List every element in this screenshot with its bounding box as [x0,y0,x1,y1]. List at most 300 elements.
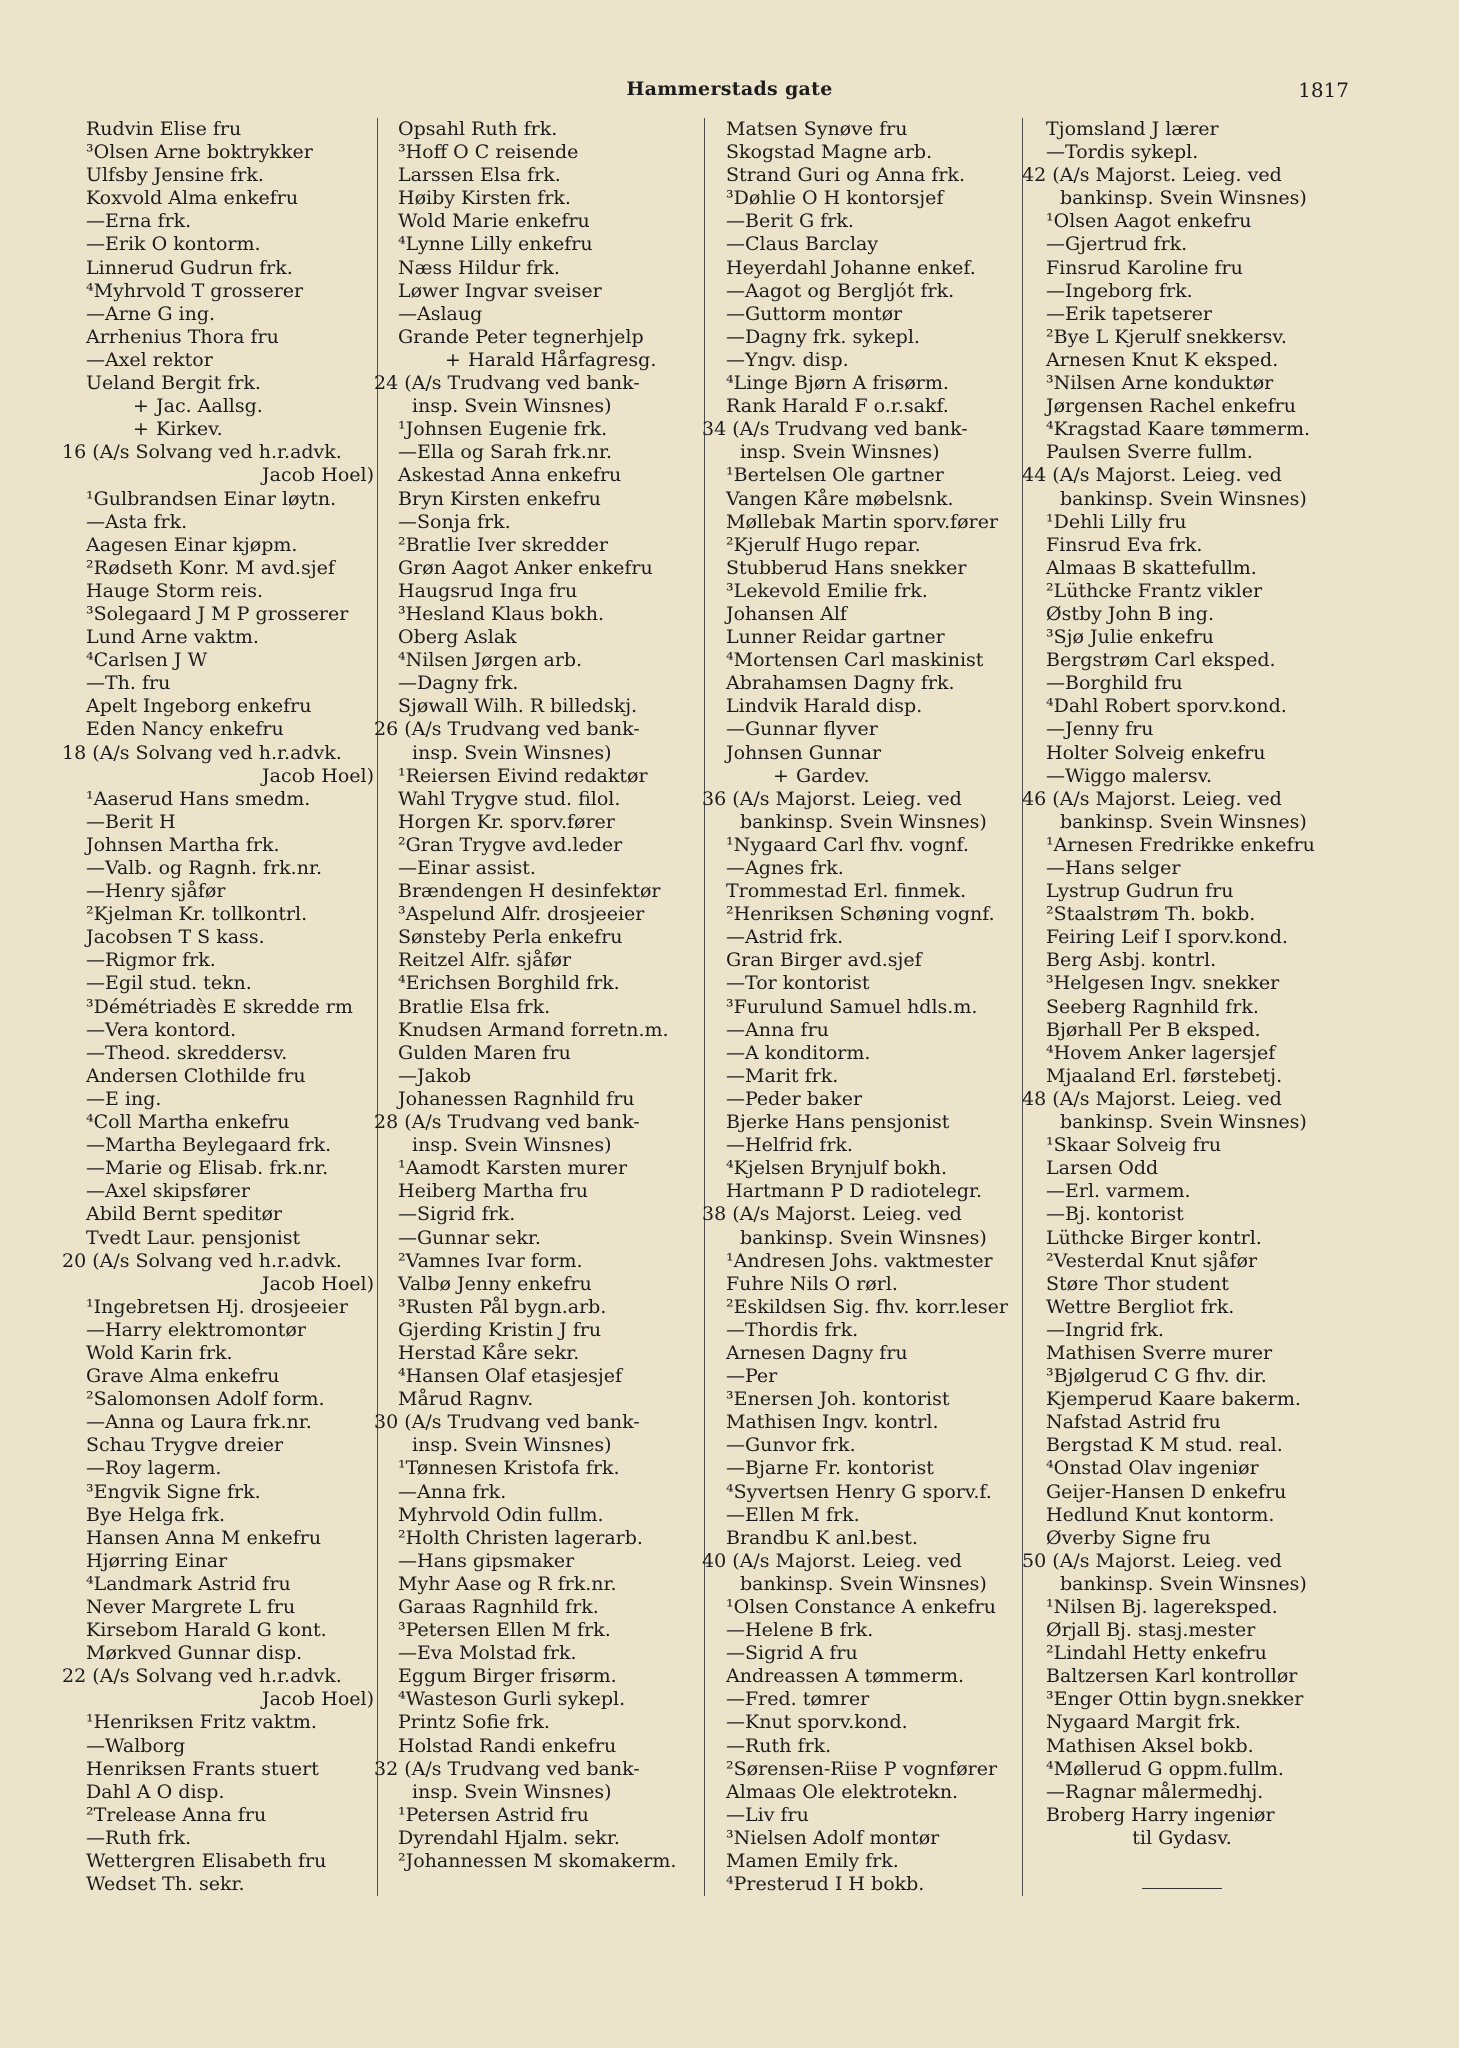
entry-text: —Hans gipsmaker [398,1549,575,1572]
house-number-entry [62,1665,380,1688]
entry-text: ²Eskildsen Sig. fhv. korr.leser [726,1295,1008,1318]
resident-entry [702,187,1022,210]
entry-text: —Gjertrud frk. [1046,233,1188,256]
entry-text: Haugsrud Inga fru [398,579,578,602]
entry-text: bankinsp. Svein Winsnes) [740,810,987,833]
resident-entry [374,1065,704,1088]
entry-text: Brændengen H desinfektør [398,880,661,903]
entry-text: ³Bjølgerud C G fhv. dir. [1046,1365,1267,1388]
entry-text: Fuhre Nils O rørl. [726,1272,898,1295]
resident-entry [1022,1642,1342,1665]
resident-entry [62,534,380,557]
resident-entry [1022,672,1342,695]
entry-text: Johnsen Martha frk. [86,833,280,856]
entry-text: Hansen Anna M enkefru [86,1526,322,1549]
entry-text: Bjørhall Per B eksped. [1046,1018,1261,1041]
entry-text: Arnesen Knut K eksped. [1046,348,1279,371]
entry-text: —Erl. varmem. [1046,1180,1191,1203]
entry-text: Bye Helga frk. [86,1503,226,1526]
entry-text: bankinsp. Svein Winsnes) [1060,487,1307,510]
entry-text: ³Aspelund Alfr. drosjeeier [398,903,645,926]
resident-entry [374,1527,704,1550]
entry-text: Eggum Birger frisørm. [398,1665,617,1688]
resident-entry [1022,857,1342,880]
end-of-street-rule [1142,1888,1222,1889]
resident-entry [1022,1296,1342,1319]
resident-entry [62,1434,380,1457]
resident-entry [62,164,380,187]
entry-text: Lüthcke Birger kontrl. [1046,1226,1262,1249]
entry-text: —Ingrid frk. [1046,1318,1164,1341]
entry-text: Hauge Storm reis. [86,579,264,602]
entry-text: 46 (A/s Majorst. Leieg. ved [1022,787,1282,810]
entry-text: —Jenny fru [1046,718,1154,741]
entry-text: Grave Alma enkefru [86,1365,280,1388]
directory-column-3 [702,118,1022,1896]
entry-text: Bryn Kirsten enkefru [398,487,601,510]
entry-text: ²Rødseth Konr. M avd.sjef [86,556,335,579]
entry-text: —Vera kontord. [86,1018,237,1041]
resident-entry [1022,372,1342,395]
resident-entry [1022,649,1342,672]
entry-text: —Rigmor frk. [86,949,216,972]
entry-text: —Yngv. disp. [726,348,849,371]
resident-entry [1022,1342,1342,1365]
resident-entry [62,1227,380,1250]
resident-entry [62,1411,380,1434]
entry-text: —Ragnar målermedhj. [1046,1780,1264,1803]
resident-entry [702,972,1022,995]
entry-text: Grande Peter tegnerhjelp [398,325,644,348]
resident-entry [374,141,704,164]
entry-text: bankinsp. Svein Winsnes) [740,1572,987,1595]
resident-entry [702,395,1022,418]
entry-text: ³Enger Ottin bygn.snekker [1046,1688,1304,1711]
resident-entry [62,1296,380,1319]
entry-text: —Anna frk. [398,1480,507,1503]
entry-text: ¹Dehli Lilly fru [1046,510,1187,533]
resident-entry [374,811,704,834]
resident-entry [702,1411,1022,1434]
resident-entry [374,580,704,603]
resident-entry [374,210,704,233]
resident-entry [374,926,704,949]
entry-text: Gulden Maren fru [398,1041,571,1064]
house-number-entry [374,372,704,395]
entry-text: —Einar assist. [398,857,536,879]
resident-entry [374,996,704,1019]
entry-text: 36 (A/s Majorst. Leieg. ved [702,787,962,810]
entry-text: Larsen Odd [1046,1157,1159,1180]
resident-entry [702,1388,1022,1411]
resident-entry [374,557,704,580]
resident-entry [374,1804,704,1827]
page-number: 1817 [1298,78,1349,102]
entry-text: —Wiggo malersv. [1046,764,1213,787]
resident-entry [702,718,1022,741]
resident-entry [374,1250,704,1273]
entry-text: Strand Guri og Anna frk. [726,164,965,187]
entry-text: Skogstad Magne arb. [726,141,933,164]
resident-entry [374,534,704,557]
resident-entry [374,303,704,326]
entry-text: Kjemperud Kaare bakerm. [1046,1388,1301,1411]
entry-text: ⁴Hovem Anker lagersjef [1046,1041,1276,1064]
entry-text: Mjaaland Erl. førstebetj. [1046,1064,1283,1087]
entry-text: Mårud Ragnv. [398,1388,534,1411]
entry-text: 38 (A/s Majorst. Leieg. ved [702,1203,962,1226]
entry-text: ²Kjelman Kr. tollkontrl. [86,903,308,926]
street-continuation-note [1022,1827,1342,1850]
house-number-entry [62,1250,380,1273]
house-owner-continuation [702,811,1022,834]
directory-column-4 [1022,118,1342,1850]
entry-text: —Martha Beylegaard frk. [86,1134,332,1157]
entry-text: —Walborg [86,1734,186,1757]
entry-text: Nygaard Margit frk. [1046,1711,1241,1734]
entry-text: —Valb. og Ragnh. frk.nr. [86,857,322,879]
resident-entry [374,1596,704,1619]
resident-entry [62,1342,380,1365]
resident-entry [702,1758,1022,1781]
resident-entry [702,210,1022,233]
house-number-entry [62,441,380,464]
entry-text: Lystrup Gudrun fru [1046,880,1234,903]
entry-text: insp. Svein Winsnes) [412,1134,612,1157]
cross-street-reference [62,395,380,418]
entry-text: Myhrvold Odin fullm. [398,1503,604,1526]
house-owner-continuation [374,1434,704,1457]
entry-text: ¹Aaserud Hans smedm. [86,787,311,810]
entry-text: —Asta frk. [86,510,188,533]
entry-text: —Ruth frk. [726,1734,832,1757]
resident-entry [702,233,1022,256]
resident-entry [702,1711,1022,1734]
house-owner-continuation [374,1781,704,1804]
cross-street-icon: + [133,418,149,441]
entry-text: Andersen Clothilde fru [86,1064,306,1087]
entry-text: Gardev. [796,764,870,787]
resident-entry [374,1365,704,1388]
house-owner-continuation [1022,811,1342,834]
entry-text: Garaas Ragnhild frk. [398,1596,599,1618]
resident-entry [1022,1758,1342,1781]
resident-entry [1022,996,1342,1019]
resident-entry [374,488,704,511]
resident-entry [1022,418,1342,441]
resident-entry [1022,1411,1342,1434]
entry-text: Lunner Reidar gartner [726,626,945,649]
house-owner-continuation [1022,1111,1342,1134]
entry-text: ¹Nilsen Bj. lagereksped. [1046,1596,1278,1618]
entry-text: ³Enersen Joh. kontorist [726,1388,950,1411]
entry-text: ¹Arnesen Fredrikke enkefru [1046,833,1315,856]
house-number-entry [1022,788,1342,811]
entry-text: Eden Nancy enkefru [86,718,284,741]
entry-text: ³Solegaard J M P grosserer [86,602,349,625]
resident-entry [702,464,1022,487]
entry-text: —Agnes frk. [726,857,844,879]
resident-entry [1022,718,1342,741]
resident-entry [1022,1203,1342,1226]
entry-text: ⁴Onstad Olav ingeniør [1046,1457,1259,1480]
entry-text: Jac. Aallsg. [156,395,263,418]
entry-text: Ørjall Bj. stasj.mester [1046,1619,1256,1642]
entry-text: ⁴Coll Martha enkefru [86,1111,290,1134]
resident-entry [374,1319,704,1342]
entry-text: Valbø Jenny enkefru [398,1272,592,1295]
entry-text: Sønsteby Perla enkefru [398,926,623,949]
entry-text: —Roy lagerm. [86,1457,222,1480]
resident-entry [702,141,1022,164]
resident-entry [62,1203,380,1226]
resident-entry [62,880,380,903]
entry-text: Østby John B ing. [1046,602,1214,625]
resident-entry [702,996,1022,1019]
resident-entry [1022,233,1342,256]
resident-entry [374,1273,704,1296]
entry-text: ¹Petersen Astrid fru [398,1803,589,1826]
entry-text: Johansen Alf [726,602,847,625]
resident-entry [62,1573,380,1596]
entry-text: ²Bratlie Iver skredder [398,533,608,556]
entry-text: 18 (A/s Solvang ved h.r.advk. [62,741,342,764]
resident-entry [702,1873,1022,1896]
resident-entry [1022,972,1342,995]
entry-text: Almaas Ole elektrotekn. [726,1780,959,1803]
entry-text: ¹Tønnesen Kristofa frk. [398,1457,620,1480]
entry-text: Dyrendahl Hjalm. sekr. [398,1826,620,1849]
resident-entry [374,1203,704,1226]
entry-text: ⁴Myhrvold T grosserer [86,279,304,302]
entry-text: —Jakob [398,1064,472,1087]
entry-text: Broberg Harry ingeniør [1046,1803,1275,1826]
entry-text: —Thordis frk. [726,1318,859,1341]
resident-entry [702,1504,1022,1527]
entry-text: bankinsp. Svein Winsnes) [1060,187,1307,210]
resident-entry [702,1827,1022,1850]
cross-street-reference [374,349,704,372]
entry-text: Tjomsland J lærer [1046,118,1219,140]
resident-entry [374,903,704,926]
entry-text: til Gydasv. [1132,1826,1232,1849]
resident-entry [1022,1619,1342,1642]
resident-entry [1022,1434,1342,1457]
entry-text: ¹Aamodt Karsten murer [398,1157,628,1180]
entry-text: —Sigrid frk. [398,1203,516,1226]
resident-entry [1022,880,1342,903]
resident-entry [1022,141,1342,164]
entry-text: ⁴Nilsen Jørgen arb. [398,649,583,672]
resident-entry [62,996,380,1019]
entry-text: insp. Svein Winsnes) [740,441,940,464]
entry-text: —Henry sjåfør [86,880,226,903]
house-number-entry [1022,1088,1342,1111]
resident-entry [702,1850,1022,1873]
entry-text: —Erik tapetserer [1046,302,1212,325]
resident-entry [702,1619,1022,1642]
resident-entry [374,1688,704,1711]
resident-entry [1022,626,1342,649]
resident-entry [702,118,1022,141]
entry-text: Printz Sofie frk. [398,1711,550,1734]
resident-entry [62,1781,380,1804]
entry-text: Hjørring Einar [86,1549,228,1572]
entry-text: Wedset Th. sekr. [86,1873,245,1896]
entry-text: bankinsp. Svein Winsnes) [1060,1111,1307,1134]
resident-entry [374,1665,704,1688]
entry-text: —Peder baker [726,1087,863,1110]
entry-text: ²Staalstrøm Th. bokb. [1046,903,1256,926]
entry-text: Bergstrøm Carl eksped. [1046,649,1276,672]
entry-text: Hartmann P D radiotelegr. [726,1180,983,1203]
entry-text: Gran Birger avd.sjef [726,949,922,972]
resident-entry [702,1527,1022,1550]
entry-text: Andreassen A tømmerm. [726,1665,965,1688]
entry-text: Seeberg Ragnhild frk. [1046,995,1259,1018]
entry-text: bankinsp. Svein Winsnes) [1060,1572,1307,1595]
resident-entry [702,1665,1022,1688]
entry-text: Wettergren Elisabeth fru [86,1850,327,1873]
entry-text: ³Helgesen Ingv. snekker [1046,972,1280,995]
resident-entry [62,603,380,626]
resident-entry [702,672,1022,695]
resident-entry [702,511,1022,534]
resident-entry [62,718,380,741]
entry-text: Jacob Hoel) [262,1688,374,1711]
resident-entry [62,1019,380,1042]
resident-entry [62,326,380,349]
resident-entry [702,1042,1022,1065]
entry-text: Apelt Ingeborg enkefru [86,695,312,718]
resident-entry [62,626,380,649]
entry-text: Jacobsen T S kass. [86,926,265,949]
entry-text: Arnesen Dagny fru [726,1341,908,1364]
entry-text: —Axel skipsfører [86,1180,250,1203]
house-number-entry [1022,164,1342,187]
entry-text: —Sonja frk. [398,510,511,533]
entry-text: ⁴Mortensen Carl maskinist [726,649,984,672]
entry-text: ¹Olsen Aagot enkefru [1046,210,1252,233]
resident-entry [702,1111,1022,1134]
entry-text: ³Démétriadès E skredde rm [86,995,353,1018]
entry-text: Finsrud Eva frk. [1046,533,1203,556]
house-owner-continuation [1022,1573,1342,1596]
house-number-entry [62,742,380,765]
resident-entry [702,1434,1022,1457]
entry-text: —Knut sporv.kond. [726,1711,908,1734]
house-owner-continuation [702,441,1022,464]
resident-entry [1022,1527,1342,1550]
entry-text: —Anna og Laura frk.nr. [86,1411,312,1434]
resident-entry [702,1481,1022,1504]
entry-text: —Helene B frk. [726,1619,874,1642]
resident-entry [62,303,380,326]
entry-text: ²Johannessen M skomakerm. [398,1850,677,1873]
entry-text: Stubberud Hans snekker [726,556,967,579]
entry-text: Linnerud Gudrun frk. [86,256,293,279]
entry-text: 16 (A/s Solvang ved h.r.advk. [62,441,342,464]
entry-text: ³Nielsen Adolf montør [726,1826,940,1849]
resident-entry [1022,1804,1342,1827]
entry-text: Askestad Anna enkefru [398,464,622,487]
entry-text: Mørkved Gunnar disp. [86,1642,303,1665]
resident-entry [62,857,380,880]
resident-entry [374,695,704,718]
resident-entry [62,1065,380,1088]
resident-entry [62,695,380,718]
resident-entry [62,1157,380,1180]
entry-text: —Tordis sykepl. [1046,141,1199,164]
entry-text: Brandbu K anl.best. [726,1526,918,1549]
resident-entry [1022,210,1342,233]
entry-text: ³Rusten Pål bygn.arb. [398,1295,607,1318]
resident-entry [62,1457,380,1480]
resident-entry [62,1758,380,1781]
house-owner-continuation [62,464,380,487]
resident-entry [62,1596,380,1619]
resident-entry [1022,1042,1342,1065]
resident-entry [702,1088,1022,1111]
resident-entry [374,857,704,880]
entry-text: Jacob Hoel) [262,464,374,487]
resident-entry [62,1804,380,1827]
resident-entry [62,672,380,695]
entry-text: ⁴Linge Bjørn A frisørm. [726,372,949,395]
resident-entry [62,511,380,534]
resident-entry [702,1250,1022,1273]
entry-text: —Ella og Sarah frk.nr. [398,441,613,464]
entry-text: ¹Andresen Johs. vaktmester [726,1249,993,1272]
resident-entry [702,857,1022,880]
resident-entry [1022,926,1342,949]
resident-entry [374,626,704,649]
entry-text: Reitzel Alfr. sjåfør [398,949,572,972]
house-number-entry [374,718,704,741]
resident-entry [702,1319,1022,1342]
resident-entry [62,1711,380,1734]
resident-entry [62,372,380,395]
resident-entry [374,649,704,672]
resident-entry [1022,1735,1342,1758]
resident-entry [702,1735,1022,1758]
resident-entry [62,580,380,603]
entry-text: —Tor kontorist [726,972,870,995]
entry-text: —Arne G ing. [86,302,216,325]
entry-text: Jacob Hoel) [262,1272,374,1295]
resident-entry [374,603,704,626]
entry-text: Mamen Emily frk. [726,1850,899,1873]
house-number-entry [702,788,1022,811]
resident-entry [1022,1457,1342,1480]
resident-entry [1022,1180,1342,1203]
house-owner-continuation [1022,187,1342,210]
resident-entry [702,534,1022,557]
entry-text: —Bjarne Fr. kontorist [726,1457,934,1480]
resident-entry [374,233,704,256]
entry-text: ⁴Dahl Robert sporv.kond. [1046,695,1287,718]
resident-entry [62,1827,380,1850]
resident-entry [1022,949,1342,972]
entry-text: ²Sørensen-Riise P vognfører [726,1757,998,1780]
entry-text: Baltzersen Karl kontrollør [1046,1665,1298,1688]
entry-text: Bjerke Hans pensjonist [726,1111,950,1134]
entry-text: ³Olsen Arne boktrykker [86,141,313,164]
resident-entry [374,1642,704,1665]
entry-text: —Th. fru [86,672,171,695]
resident-entry [374,1180,704,1203]
entry-text: Aagesen Einar kjøpm. [86,533,298,556]
